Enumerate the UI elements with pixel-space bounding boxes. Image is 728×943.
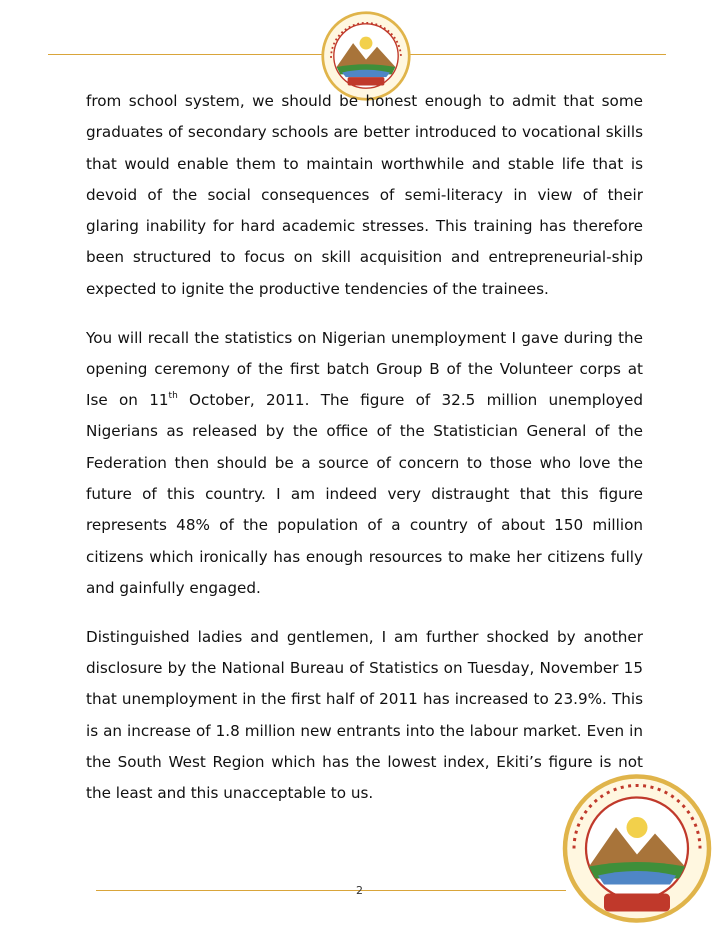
speech-body xyxy=(86,86,643,827)
paragraph-2-part-1: You will recall the statistics on Nigerian unemployment I gave during the opening ceremony of the first batch Group B of the Volunteer corps at Ise on 11 xyxy=(86,328,643,410)
paragraph-2-part-2: October, 2011. The figure of 32.5 million unemployed Nigerians as released by the office of the Statistician General of the Federation then should be a source of concern to those who love the future of this country. I am indeed very distraught that this figure represents 48% of the population of a country of about 150 million citizens which ironically has enough resources to make her citizens fully and gainfully engaged. xyxy=(86,391,643,597)
governor-seal-icon xyxy=(562,770,712,930)
paragraph-2 xyxy=(86,323,643,605)
page-number: 2 xyxy=(356,884,363,897)
paragraph-3: Distinguished ladies and gentlemen, I am further shocked by another disclosure by the National Bureau of Statistics on Tuesday, November 15 that unemployment in the first half of 2011 has increased to 23.9%. This is an increase of 1.8 million new entrants into the labour market. Even in the South West Region which has the lowest index, Ekiti’s figure is not the least and this unacceptable to us. xyxy=(86,627,643,803)
footer-rule xyxy=(96,890,566,891)
ordinal-suffix: th xyxy=(168,391,178,402)
paragraph-1: from school system, we should be honest enough to admit that some graduates of secondary schools are better introduced to vocational skills that would enable them to maintain worthwhile and stable life that is devoid of the social consequences of semi-literacy in view of their glaring inability for hard academic stresses. This training has therefore been structured to focus on skill acquisition and entrepreneurial-ship expected to ignite the productive tendencies of the trainees. xyxy=(86,92,643,298)
